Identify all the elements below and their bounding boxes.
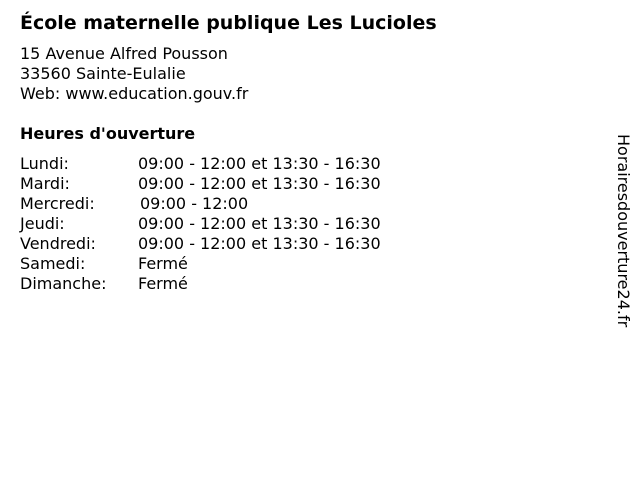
time-value: Fermé <box>138 274 188 293</box>
day-label: Dimanche: <box>20 274 107 293</box>
website: Web: www.education.gouv.fr <box>20 84 249 103</box>
day-label: Samedi: <box>20 254 86 273</box>
day-label: Vendredi: <box>20 234 96 253</box>
street-address: 15 Avenue Alfred Pousson <box>20 44 228 63</box>
page-title: École maternelle publique Les Lucioles <box>20 12 437 34</box>
time-value: 09:00 - 12:00 <box>140 194 249 213</box>
day-label: Jeudi: <box>20 214 65 233</box>
site-watermark: Horairesdouverture24.fr <box>614 134 633 328</box>
time-value: Fermé <box>138 254 188 273</box>
hours-heading: Heures d'ouverture <box>20 124 196 143</box>
day-label: Lundi: <box>20 154 69 173</box>
time-value: 09:00 - 12:00 et 13:30 - 16:30 <box>138 154 381 173</box>
time-value: 09:00 - 12:00 et 13:30 - 16:30 <box>138 214 381 233</box>
day-label: Mercredi: <box>20 194 95 213</box>
time-value: 09:00 - 12:00 et 13:30 - 16:30 <box>138 174 381 193</box>
city-postcode: 33560 Sainte-Eulalie <box>20 64 186 83</box>
day-label: Mardi: <box>20 174 70 193</box>
address-block <box>20 44 248 104</box>
time-value: 09:00 - 12:00 et 13:30 - 16:30 <box>138 234 381 253</box>
